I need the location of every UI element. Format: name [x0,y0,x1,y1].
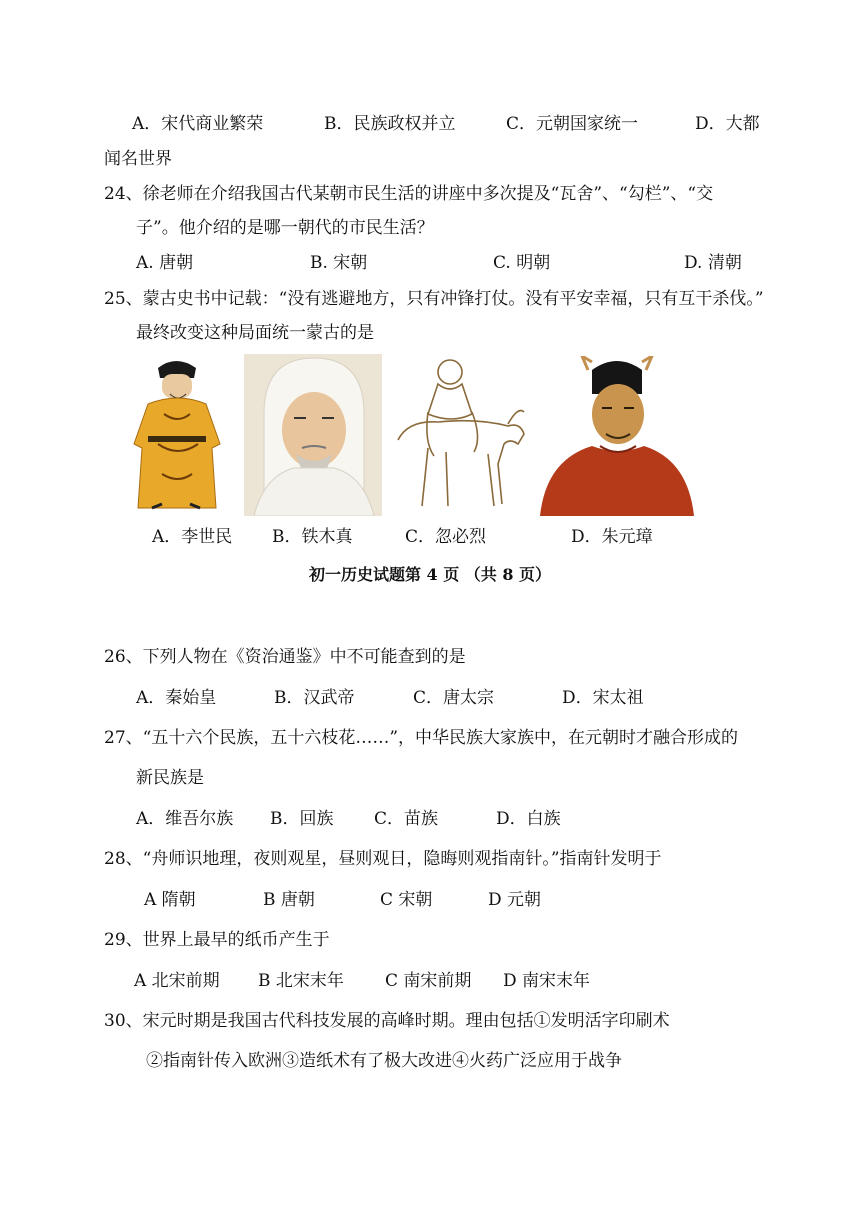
q29-option-a: A 北宋前期 [134,971,220,991]
q29-option-b: B 北宋末年 [258,971,344,991]
q28-option-b: B 唐朝 [263,890,315,910]
q30-stem-line2: ②指南针传入欧洲③造纸术有了极大改进④火药广泛应用于战争 [146,1051,622,1071]
q23-option-c: C．元朝国家统一 [506,114,639,134]
q27-option-d: D．白族 [496,809,561,829]
q27-option-b: B．回族 [270,809,334,829]
portrait-hubilie [388,354,530,516]
q24-option-d: D. 清朝 [684,253,742,273]
q30-stem-line1: 30、宋元时期是我国古代科技发展的高峰时期。理由包括①发明活字印刷术 [104,1011,670,1031]
q23-option-d: D．大都 [695,114,760,134]
q26-stem: 26、下列人物在《资治通鉴》中不可能查到的是 [104,647,466,667]
q25-stem-line2: 最终改变这种局面统一蒙古的是 [136,323,374,343]
q28-option-a: A 隋朝 [144,890,196,910]
q25-stem-line1: 25、蒙古史书中记载：“没有逃避地方，只有冲锋打仗。没有平安幸福，只有互干杀伐。” [104,289,764,309]
q29-option-d: D 南宋末年 [503,971,591,991]
portrait-tiemuzhen [244,354,382,516]
q29-stem: 29、世界上最早的纸币产生于 [104,930,330,950]
q24-option-b: B. 宋朝 [310,253,368,273]
q28-option-c: C 宋朝 [380,890,433,910]
q23-option-b: B．民族政权并立 [324,114,456,134]
q28-option-d: D 元朝 [488,890,542,910]
q25-caption-b: B．铁木真 [272,527,353,547]
q24-stem-line2: 子”。他介绍的是哪一朝代的市民生活？ [136,218,434,238]
q27-stem-line1: 27、“五十六个民族，五十六枝花……”，中华民族大家族中，在元朝时才融合形成的 [104,728,739,748]
q24-option-c: C. 明朝 [493,253,551,273]
q27-stem-line2: 新民族是 [136,768,204,788]
q29-option-c: C 南宋前期 [385,971,472,991]
q23-option-a: A．宋代商业繁荣 [132,114,264,134]
q27-option-a: A．维吾尔族 [136,809,234,829]
q25-caption-d: D．朱元璋 [571,527,653,547]
q24-option-a: A. 唐朝 [136,253,194,273]
q28-stem: 28、“舟师识地理，夜则观星，昼则观日，隐晦则观指南针。”指南针发明于 [104,849,662,869]
q26-option-c: C．唐太宗 [413,688,495,708]
portrait-zhu-yuanzhang [540,356,694,516]
q26-option-a: A．秦始皇 [136,688,217,708]
q25-caption-a: A．李世民 [152,527,233,547]
q25-caption-c: C．忽必烈 [405,527,487,547]
page-footer: 初一历史试题第 4 页 （共 8 页） [308,565,552,584]
q27-option-c: C．苗族 [374,809,439,829]
q26-option-d: D．宋太祖 [562,688,644,708]
q26-option-b: B．汉武帝 [274,688,355,708]
q24-stem-line1: 24、徐老师在介绍我国古代某朝市民生活的讲座中多次提及“瓦舍”、“勾栏”、“交 [104,184,714,204]
portrait-li-shimin [118,354,236,516]
q23-option-d-continuation: 闻名世界 [104,149,172,169]
